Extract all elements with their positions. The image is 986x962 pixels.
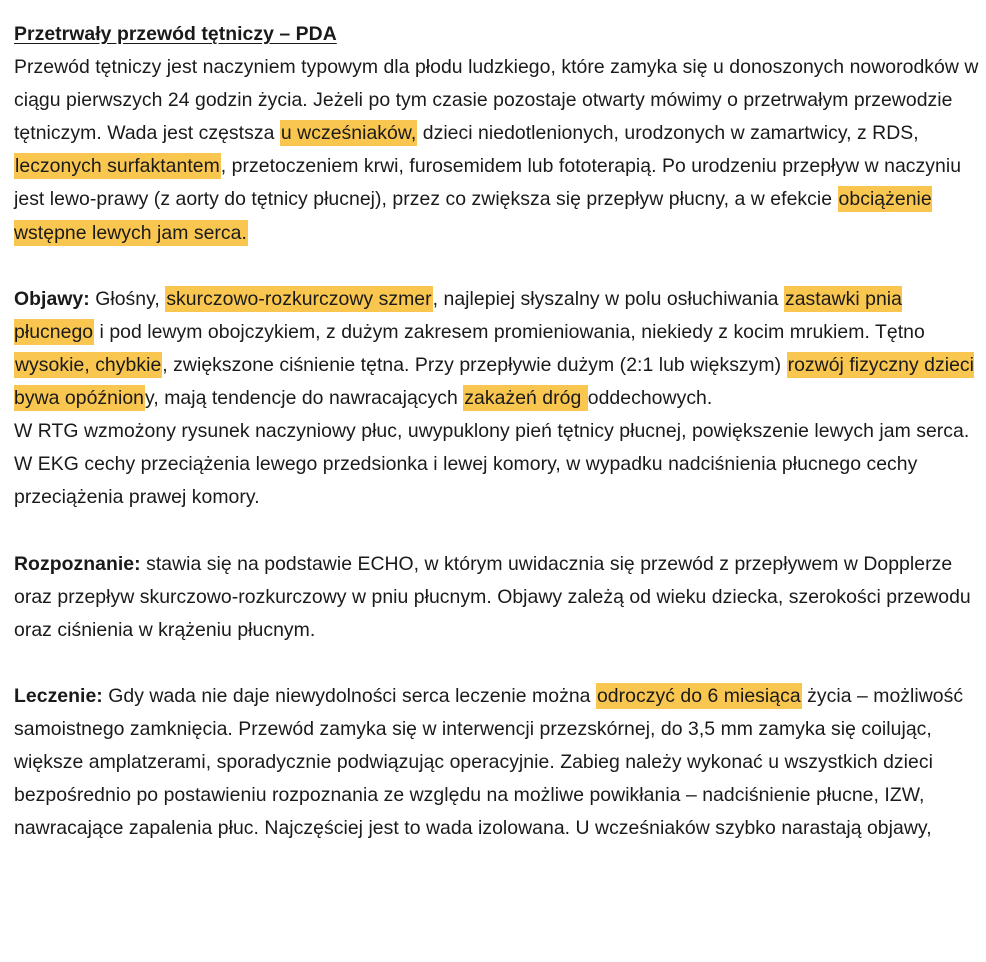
text-segment: , zwiększone ciśnienie tętna. Przy przepływie dużym (2:1 lub większym) <box>162 353 787 376</box>
highlighted-text: wysokie, chybkie <box>15 353 162 376</box>
document-title: Przetrwały przewód tętniczy – PDA <box>14 23 337 45</box>
highlighted-text: u wcześniaków, <box>280 122 417 145</box>
text-segment: i pod lewym obojczykiem, z dużym zakresem promieniowania, niekiedy z kocim mrukiem. Tętno <box>94 320 925 343</box>
text-segment: Gdy wada nie daje niewydolności serca leczenie można <box>102 684 596 707</box>
rtg-paragraph: W RTG wzmożony rysunek naczyniowy płuc, uwypuklony pień tętnicy płucnej, powiększenie lewych jam serca. W EKG cechy przeciążenia lewego przedsionka i lewej komory, w wypadku nadciśnienia płucnego cechy przeciążenia prawej komory. <box>14 420 970 509</box>
symptoms-label: Objawy: <box>14 287 90 310</box>
text-segment: y, mają tendencje do nawracających <box>145 387 464 410</box>
text-segment: Głośny, <box>89 287 166 310</box>
paragraph-spacer <box>14 250 980 283</box>
highlighted-text: zastawki pnia płucnego <box>14 287 903 343</box>
highlighted-text: skurczowo-rozkurczowy szmer <box>166 287 432 310</box>
document-body <box>14 18 980 845</box>
highlighted-text: obciążenie wstępne lewych jam serca. <box>14 188 932 244</box>
text-segment: stawia się na podstawie ECHO, w którym uwidacznia się przewód z przepływem w Dopplerze oraz przepływ skurczowo-rozkurczowy w pniu płucnym. Objawy zależą od wieku dziecka, szerokości przewodu oraz ciśnienia w krążeniu płucnym. <box>14 552 971 641</box>
text-segment: życia – możliwość samoistnego zamknięcia. Przewód zamyka się w interwencji przezskórnej, do 3,5 mm zamyka się coilując, większe amplatzerami, sporadycznie podwiązując operacyjnie. Zabieg należy wykonać u wszystkich dzieci bezpośrednio po postawieniu rozpoznania ze względu na możliwe powikłania – nadciśnienie płucne, IZW, nawracające zapalenia płuc. Najczęściej jest to wada izolowana. U wcześniaków szybko narastają objawy, <box>14 684 964 840</box>
text-segment: oddechowych. <box>587 387 713 410</box>
diagnosis-paragraph <box>14 548 980 647</box>
paragraph-spacer <box>14 647 980 680</box>
diagnosis-label: Rozpoznanie: <box>14 552 141 575</box>
text-segment: , przetoczeniem krwi, furosemidem lub fototerapią. Po urodzeniu przepływ w naczyniu jest lewo-prawy (z aorty do tętnicy płucnej), przez co zwiększa się przepływ płucny, a w efekcie <box>14 155 962 211</box>
text-segment: Przewód tętniczy jest naczyniem typowym dla płodu ludzkiego, które zamyka się u donoszonych noworodków w ciągu pierwszych 24 godzin życia. Jeżeli po tym czasie pozostaje otwarty mówimy o przetrwałym przewodzie tętniczym. Wada jest częstsza <box>14 56 979 145</box>
text-segment: , najlepiej słyszalny w polu osłuchiwania <box>432 287 784 310</box>
highlighted-text: odroczyć do 6 miesiąca <box>596 684 801 707</box>
intro-paragraph <box>14 51 980 250</box>
highlighted-text: leczonych surfaktantem <box>15 155 220 178</box>
text-segment: dzieci niedotlenionych, urodzonych w zamartwicy, z RDS, <box>417 122 919 145</box>
highlighted-text: zakażeń dróg <box>464 387 587 410</box>
paragraph-spacer <box>14 514 980 547</box>
highlighted-text: rozwój fizyczny dzieci bywa opóźnion <box>14 353 975 410</box>
treatment-paragraph <box>14 680 980 845</box>
treatment-label: Leczenie: <box>14 684 103 707</box>
symptoms-paragraph <box>14 283 980 415</box>
